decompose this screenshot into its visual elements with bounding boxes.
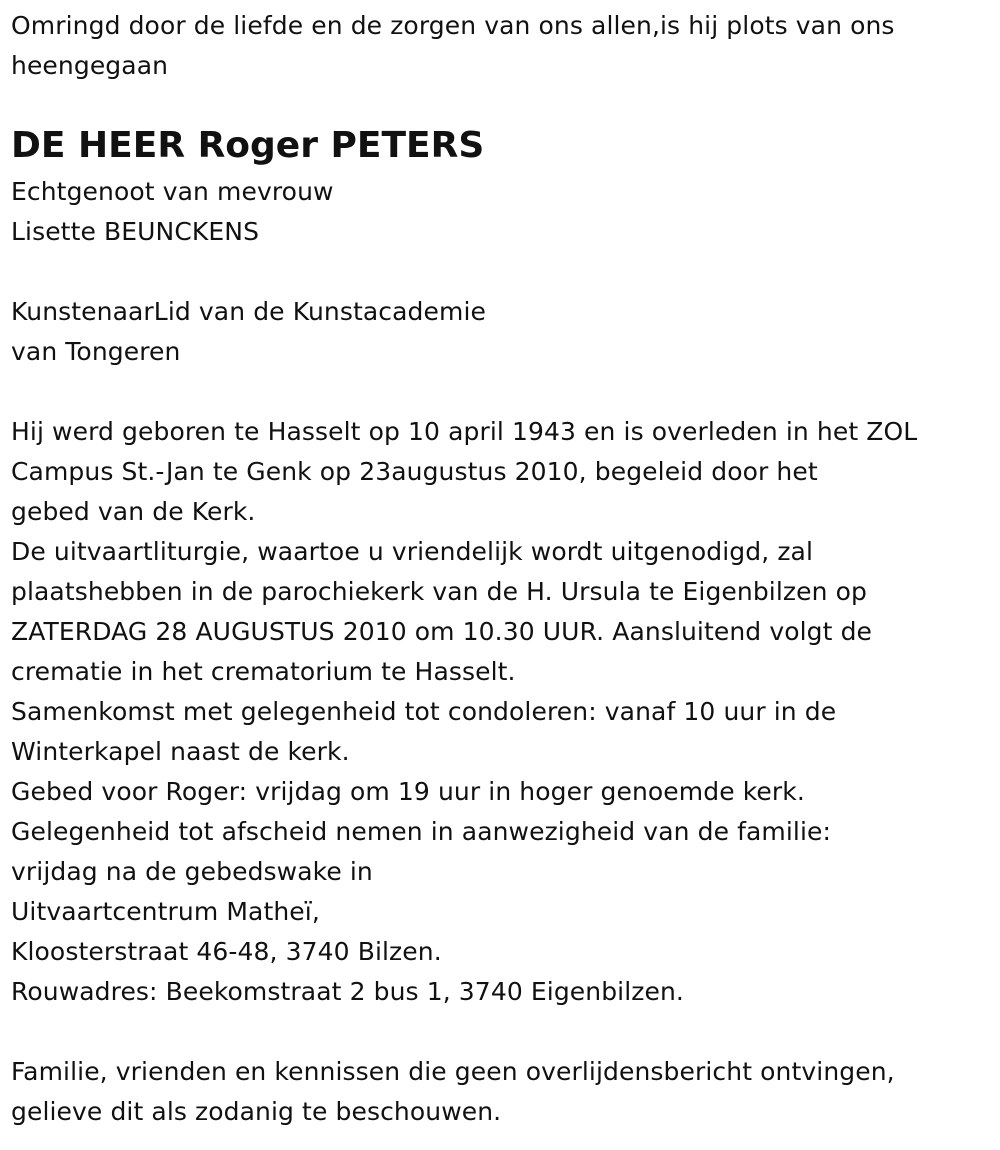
closing-text: [11, 1052, 991, 1132]
details-line: gebed van de Kerk.: [11, 497, 256, 526]
details-line: Samenkomst met gelegenheid tot condoleren: vanaf 10 uur in de: [11, 697, 837, 726]
details-line: Gebed voor Roger: vrijdag om 19 uur in hoger genoemde kerk.: [11, 777, 805, 806]
details-line: Rouwadres: Beekomstraat 2 bus 1, 3740 Eigenbilzen.: [11, 977, 684, 1006]
spouse-line: Lisette BEUNCKENS: [11, 217, 260, 246]
spacer: [11, 372, 991, 412]
intro-text: [11, 6, 991, 86]
details-text: [11, 412, 991, 1012]
details-line: vrijdag na de gebedswake in: [11, 857, 373, 886]
obituary-notice: [11, 6, 991, 1132]
spouse-line: Echtgenoot van mevrouw: [11, 177, 334, 206]
spouse-text: [11, 172, 991, 252]
occupation-line: KunstenaarLid van de Kunstacademie: [11, 297, 486, 326]
details-line: De uitvaartliturgie, waartoe u vriendelijk wordt uitgenodigd, zal: [11, 537, 814, 566]
intro-line: heengegaan: [11, 51, 169, 80]
details-line: Gelegenheid tot afscheid nemen in aanwezigheid van de familie:: [11, 817, 832, 846]
closing-line: Familie, vrienden en kennissen die geen overlijdensbericht ontvingen,: [11, 1057, 895, 1086]
spacer: [11, 1012, 991, 1052]
details-line: Winterkapel naast de kerk.: [11, 737, 350, 766]
details-line: Uitvaartcentrum Matheï,: [11, 897, 320, 926]
details-line: plaatshebben in de parochiekerk van de H. Ursula te Eigenbilzen op: [11, 577, 867, 606]
occupation-text: [11, 292, 991, 372]
closing-line: gelieve dit als zodanig te beschouwen.: [11, 1097, 502, 1126]
details-line: ZATERDAG 28 AUGUSTUS 2010 om 10.30 UUR. Aansluitend volgt de: [11, 617, 873, 646]
intro-line: Omringd door de liefde en de zorgen van ons allen,is hij plots van ons: [11, 11, 895, 40]
deceased-name: DE HEER Roger PETERS: [11, 125, 485, 166]
details-line: Hij werd geboren te Hasselt op 10 april 1943 en is overleden in het ZOL: [11, 417, 918, 446]
occupation-line: van Tongeren: [11, 337, 181, 366]
details-line: crematie in het crematorium te Hasselt.: [11, 657, 516, 686]
spacer: [11, 252, 991, 292]
details-line: Kloosterstraat 46-48, 3740 Bilzen.: [11, 937, 442, 966]
details-line: Campus St.-Jan te Genk op 23augustus 2010, begeleid door het: [11, 457, 818, 486]
